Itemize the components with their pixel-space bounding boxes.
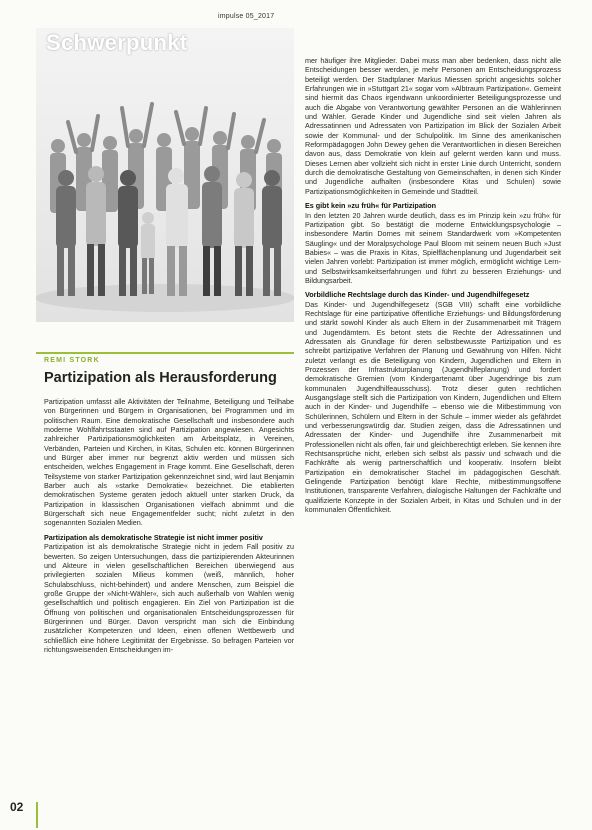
subheading-early: Es gibt kein »zu früh« für Partizipation	[305, 201, 436, 211]
crowd-photo-graphic	[36, 28, 294, 322]
section-title: Schwerpunkt	[46, 30, 188, 55]
paragraph-strategy: Partizipation ist als demokratische Strategie nicht in jedem Fall positiv zu bewerten. So zeigen Untersuchungen, dass die partizipierenden Akteurinnen und Akteure in vielen gesellschaftlichen Bereichen überwiegend aus privilegierten sozialen Milieus kommen (weiß, männlich, hoher Schulabschluss, nicht-behindert) und andere Menschen, zum Beispiel die große Gruppe der »Nicht-Wähler«, sich auch außerhalb von Wahlen wenig gesellschaftlich und politisch engagieren. Ein Ziel von Partizipation ist die Öffnung von politischen und organisationalen Entscheidungsprozessen für Bürgerinnen und Bürger. Davon verspricht man sich die Einbindung zusätzlicher Kompetenzen und Ideen, einen offenen Wettbewerb und schließlich eine höhere Legitimität der Ergebnisse. So befragen Parteien vor richtungsweisenden Entscheidungen im-	[44, 542, 294, 654]
right-column	[305, 56, 561, 515]
paragraph-law: Das Kinder- und Jugendhilfegesetz (SGB VIII) schafft eine vorbildliche Rechtslage für eine partizipative öffentliche Erziehungs- und Bildungsförderung und stärkt sowohl Kinder als auch Eltern in der Zusammenarbeit mit Trägern und Jugendämtern. Es betont stets die Rechte der Adressatinnen und Adressaten als Grundlage für deren selbstbewusste Partizipation und es schreibt partizipative Verfahren der Planung und Gewährung von Hilfen. Nicht zuletzt verlangt es die Beteiligung von Kindern, Jugendlichen und Eltern in Prozessen der Infrastrukturplanung (Jugendhilfeplanung) und fordert demokratische Gremien (vom Kindergartenamt über Jugendringe bis zum kommunalen Jugendhilfeausschuss). Trotz dieser guten rechtlichen Ausgangslage stellt sich die Partizipation von Kindern, Jugendlichen und Eltern auch in der Kinder- und Jugendhilfe – ebenso wie die Mitbestimmung von Schülerinnen, Schülern und Eltern in der Schule – immer wieder als gefährdet und verbesserungswürdig dar. Studien zeigen, dass die Adressatinnen und Adressaten der Kinder- und Jugendhilfe ihre Zusammenarbeit mit Professionellen nicht als offen, fair und gleichberechtigt erleben. Sie kennen ihre Rechtsansprüche nicht, erleben sich selbst als passiv und schwach und die Fachkräfte als wenig partnerschaftlich und kooperativ. Insofern bleibt Partizipation ein demokratischer Stachel im pädagogischen Geschäft. Gelingende Partizipation benötigt klare Rechte, mitbestimmungsoffene Institutionen, transparente Verfahren, dialogische Haltungen der Fachkräfte und qualifizierte Konzepte in der Sozialen Arbeit, in Kitas und Schulen und in der kommunalen Öffentlichkeit.	[305, 299, 561, 515]
accent-rule	[36, 352, 294, 354]
intro-paragraph: Partizipation umfasst alle Aktivitäten der Teilnahme, Beteiligung und Teilhabe von Bürgerinnen und Bürgern in Organisationen, bei Programmen und im politischen Raum. Eine demokratische Gesellschaft und insbesondere auch moderne Wohlfahrtsstaaten sind auf Partizipation angewiesen. Angesichts zahlreicher Partizipationsmöglichkeiten am Arbeitsplatz, in Vereinen, Verbänden, Parteien und Kirchen, in Kitas, Schulen etc. können Bürgerinnen und Bürger aber immer nur begrenzt aktiv werden und müssen sich entscheiden, welches Engagement in Frage kommt. Eine Gesellschaft, deren Teilsysteme von starker Partizipation gekennzeichnet sind, wird laut Benjamin Barber auch als »starke Demokratie« bezeichnet. Die etablierten demokratischen Systeme geraten jedoch aktuell unter starken Druck, da Partizipation in klassischen Organisationen vielfach abnimmt und die Bürgerschaft sich neue Engagementfelder sucht; nicht zuletzt in den sogenannten Sozialen Medien.	[44, 397, 294, 528]
page-marker	[36, 802, 38, 828]
subheading-strategy: Partizipation als demokratische Strategie ist nicht immer positiv	[44, 532, 263, 542]
paragraph-continuation: mer häufiger ihre Mitglieder. Dabei muss man aber bedenken, dass nicht alle Entscheidungen besser werden, je mehr Personen am Entscheidungsprozess beteiligt werden. Der Stadtplaner Markus Miessen spricht angesichts solcher Erfahrungen wie in »Stuttgart 21« sogar vom »Albtraum Partizipation«. Gemeint sind hiermit das Chaos irgendwann unkoordinierter Beteiligungsprozesse und auch die Abgabe von Verantwortung gewählter Personen an die Wählerinnen und Wähler. Gerade Kinder und Jugendliche sind seit vielen Jahren als Adressatinnen und Adressaten von Partizipation im Blick der Sozialen Arbeit sowie der Kommunal- und der Schulpolitik. Im Sinne des amerikanischen Reformpädagogen John Dewey gehen die Verantwortlichen in diesen Bereichen davon aus, dass Demokratie von klein auf gelernt werden kann und muss. Dieses Lernen aber vollzieht sich nicht in erster Linie durch Unterricht, sondern durch die demokratische Gestaltung von Gemeinschaften, in denen sich Kinder und Jugendliche aufhalten (insbesondere Kitas und Schulen) sowie Partizipationsmöglichkeiten in Gemeinde und Stadtteil.	[305, 56, 561, 196]
left-column	[44, 397, 294, 654]
article-title: Partizipation als Herausforderung	[44, 370, 277, 386]
page-number: 02	[10, 800, 24, 814]
crowd-photo	[36, 28, 294, 322]
author-name: REMI STORK	[44, 357, 100, 364]
issue-label: impulse 05_2017	[218, 13, 275, 20]
subheading-law: Vorbildliche Rechtslage durch das Kinder- und Jugendhilfegesetz	[305, 290, 530, 300]
paragraph-early: In den letzten 20 Jahren wurde deutlich, dass es im Prinzip kein »zu früh« für Partizipation gibt. So bestätigt die moderne Entwicklungspsychologie – insbesondere Martin Dornes mit seinem Standardwerk vom »Kompetenten Säugling« und der Moralpsychologe Paul Bloom mit seinem neuen Buch »Just Babies« – was die Praxis in Kitas, Spielflächenplanung und Jugendarbeit seit vielen Jahren vorlebt: Partizipation ist immer möglich, ermöglicht wichtige Lern- und Selbstwirksamkeitserfahrungen und führt zu besseren Erziehungs- und Bildungsarbeit.	[305, 210, 561, 285]
